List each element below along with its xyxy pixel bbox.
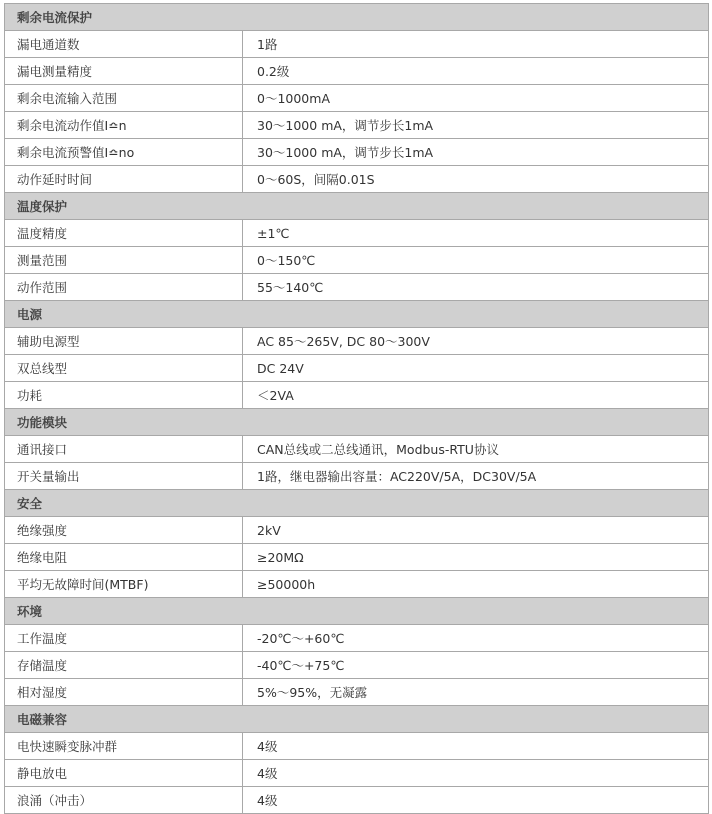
spec-value: ≥20MΩ [243,544,709,571]
spec-label: 通讯接口 [5,436,243,463]
spec-row [5,382,709,409]
spec-row [5,760,709,787]
spec-row [5,31,709,58]
spec-row [5,625,709,652]
spec-value: 30～1000 mA，调节步长1mA [243,112,709,139]
spec-label: 绝缘电阻 [5,544,243,571]
spec-row [5,652,709,679]
section-title: 功能模块 [5,409,709,436]
spec-label: 辅助电源型 [5,328,243,355]
spec-row [5,571,709,598]
spec-row [5,139,709,166]
spec-label: 漏电通道数 [5,31,243,58]
spec-table [4,3,709,814]
section-header-row [5,301,709,328]
spec-row [5,355,709,382]
spec-row [5,247,709,274]
spec-label: 动作范围 [5,274,243,301]
section-header-row [5,490,709,517]
spec-label: 剩余电流动作值I≏n [5,112,243,139]
spec-row [5,328,709,355]
spec-value: 1路 [243,31,709,58]
spec-value: 2kV [243,517,709,544]
spec-label: 动作延时时间 [5,166,243,193]
spec-value: 4级 [243,760,709,787]
spec-value: 55～140℃ [243,274,709,301]
spec-row [5,544,709,571]
section-title: 环境 [5,598,709,625]
section-header-row [5,598,709,625]
spec-value: -40℃～+75℃ [243,652,709,679]
spec-label: 开关量输出 [5,463,243,490]
section-title: 剩余电流保护 [5,4,709,31]
spec-label: 浪涌（冲击） [5,787,243,814]
spec-value: 4级 [243,787,709,814]
spec-value: CAN总线或二总线通讯，Modbus-RTU协议 [243,436,709,463]
spec-value: ＜2VA [243,382,709,409]
spec-label: 电快速瞬变脉冲群 [5,733,243,760]
spec-label: 绝缘强度 [5,517,243,544]
spec-label: 漏电测量精度 [5,58,243,85]
section-title: 电源 [5,301,709,328]
spec-row [5,85,709,112]
spec-row [5,463,709,490]
section-header-row [5,409,709,436]
section-title: 电磁兼容 [5,706,709,733]
spec-value: 0.2级 [243,58,709,85]
spec-value: 30～1000 mA，调节步长1mA [243,139,709,166]
spec-label: 剩余电流预警值I≏no [5,139,243,166]
spec-label: 剩余电流输入范围 [5,85,243,112]
section-header-row [5,4,709,31]
spec-value: 1路，继电器输出容量：AC220V/5A，DC30V/5A [243,463,709,490]
spec-row [5,679,709,706]
spec-label: 工作温度 [5,625,243,652]
spec-value: ±1℃ [243,220,709,247]
spec-value: 4级 [243,733,709,760]
spec-row [5,274,709,301]
spec-value: 0～150℃ [243,247,709,274]
spec-value: 5%～95%，无凝露 [243,679,709,706]
spec-label: 存储温度 [5,652,243,679]
spec-row [5,787,709,814]
spec-row [5,517,709,544]
spec-row [5,112,709,139]
section-title: 温度保护 [5,193,709,220]
spec-label: 测量范围 [5,247,243,274]
spec-value: AC 85～265V, DC 80～300V [243,328,709,355]
spec-value: DC 24V [243,355,709,382]
spec-row [5,436,709,463]
section-title: 安全 [5,490,709,517]
spec-row [5,733,709,760]
spec-label: 双总线型 [5,355,243,382]
spec-table-body [5,4,709,814]
spec-value: -20℃～+60℃ [243,625,709,652]
section-header-row [5,193,709,220]
section-header-row [5,706,709,733]
spec-value: ≥50000h [243,571,709,598]
spec-value: 0～60S，间隔0.01S [243,166,709,193]
spec-row [5,166,709,193]
spec-value: 0～1000mA [243,85,709,112]
spec-row [5,58,709,85]
spec-label: 功耗 [5,382,243,409]
spec-label: 温度精度 [5,220,243,247]
spec-label: 静电放电 [5,760,243,787]
spec-label: 平均无故障时间(MTBF) [5,571,243,598]
spec-label: 相对湿度 [5,679,243,706]
spec-row [5,220,709,247]
